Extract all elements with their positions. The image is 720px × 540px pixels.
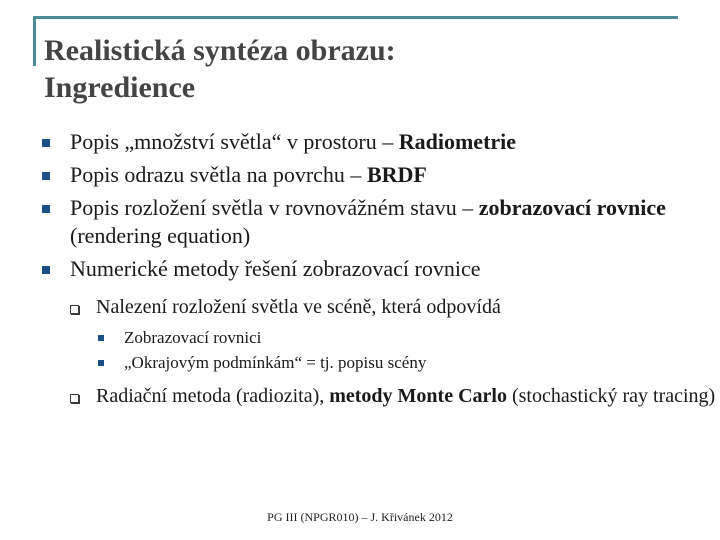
bullet-item <box>0 161 720 189</box>
bullet-item <box>0 255 720 283</box>
slide-title <box>44 32 684 106</box>
square-bullet-icon <box>98 335 104 341</box>
bullet-bold-text: BRDF <box>366 162 427 187</box>
title-line-2: Ingredience <box>44 71 196 104</box>
bullet-suffix-text: (rendering equation) <box>70 223 251 248</box>
bullet-list <box>0 128 720 415</box>
hollow-square-bullet-icon <box>70 305 79 314</box>
sub-bullet-item <box>0 384 720 409</box>
bullet-text: Popis „množství světla“ v prostoru – <box>70 129 399 154</box>
square-bullet-icon <box>42 205 50 213</box>
bullet-text: Popis rozložení světla v rovnovážném stavu – <box>70 195 479 220</box>
square-bullet-icon <box>42 266 50 274</box>
sub-sub-bullet-text: Zobrazovací rovnici <box>124 328 262 347</box>
frame-left-line <box>33 16 36 66</box>
bullet-item <box>0 128 720 156</box>
square-bullet-icon <box>98 360 104 366</box>
title-line-1: Realistická syntéza obrazu: <box>44 34 396 67</box>
frame-top-line <box>33 16 678 19</box>
slide-footer: PG III (NPGR010) – J. Křivánek 2012 <box>267 510 453 524</box>
bullet-text: Numerické metody řešení zobrazovací rovnice <box>70 256 481 281</box>
sub-bullet-suffix-text: (stochastický ray tracing) <box>506 385 716 407</box>
sub-bullet-text: Nalezení rozložení světla ve scéně, která odpovídá <box>96 296 501 318</box>
square-bullet-icon <box>42 172 50 180</box>
sub-bullet-text: Radiační metoda (radiozita), <box>96 385 330 407</box>
bullet-bold-text: Radiometrie <box>398 129 517 154</box>
sub-sub-bullet-item <box>0 351 720 374</box>
sub-sub-bullet-text: „Okrajovým podmínkám“ = tj. popisu scény <box>124 353 427 372</box>
square-bullet-icon <box>42 139 50 147</box>
bullet-text: Popis odrazu světla na povrchu – <box>70 162 367 187</box>
hollow-square-bullet-icon <box>70 394 79 403</box>
bullet-item <box>0 194 720 250</box>
sub-bullet-item <box>0 295 720 320</box>
sub-bullet-bold-text: metody Monte Carlo <box>329 385 507 407</box>
bullet-bold-text: zobrazovací rovnice <box>478 195 666 220</box>
sub-sub-bullet-item <box>0 326 720 349</box>
